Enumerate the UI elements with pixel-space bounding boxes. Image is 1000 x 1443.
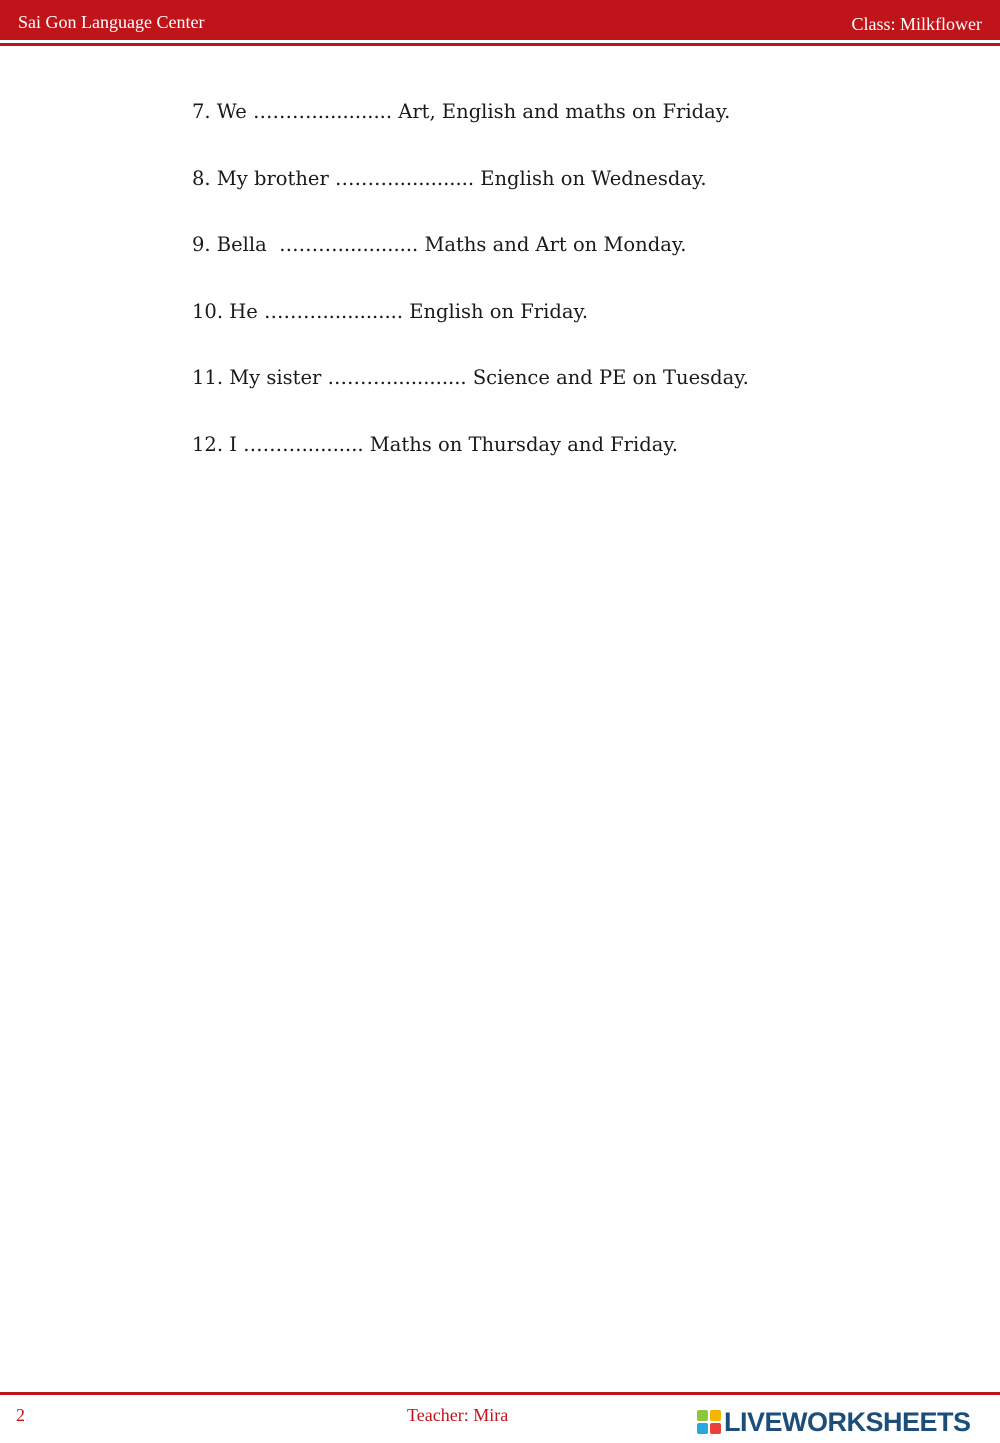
- footer-divider: [0, 1392, 1000, 1395]
- center-name: Sai Gon Language Center: [18, 12, 205, 32]
- header-divider: [0, 43, 1000, 46]
- page-header: [0, 0, 1000, 40]
- question-list: [192, 98, 749, 498]
- logo-square-green: [697, 1410, 708, 1421]
- question-10: 10. He ………............. English on Friday.: [192, 299, 589, 323]
- question-7: 7. We ………............. Art, English and maths on Friday.: [192, 100, 731, 123]
- class-name: Class: Milkflower: [851, 14, 982, 34]
- liveworksheets-logo-icon: [697, 1410, 721, 1434]
- teacher-name: Teacher: Mira: [407, 1405, 509, 1425]
- liveworksheets-logo: [697, 1407, 971, 1437]
- question-8: 8. My brother ………............. English on Wednesday.: [192, 166, 707, 190]
- page-number: 2: [16, 1405, 25, 1425]
- question-11: 11. My sister ………............. Science and PE on Tuesday.: [192, 366, 749, 390]
- logo-square-blue: [697, 1423, 708, 1434]
- logo-square-red: [710, 1423, 721, 1434]
- logo-text: LIVEWORKSHEETS: [724, 1406, 971, 1437]
- question-12: 12. I ……….......... Maths on Thursday and Friday.: [192, 432, 678, 456]
- question-9: 9. Bella ………............. Maths and Art on Monday.: [192, 233, 687, 257]
- logo-square-yellow: [710, 1410, 721, 1421]
